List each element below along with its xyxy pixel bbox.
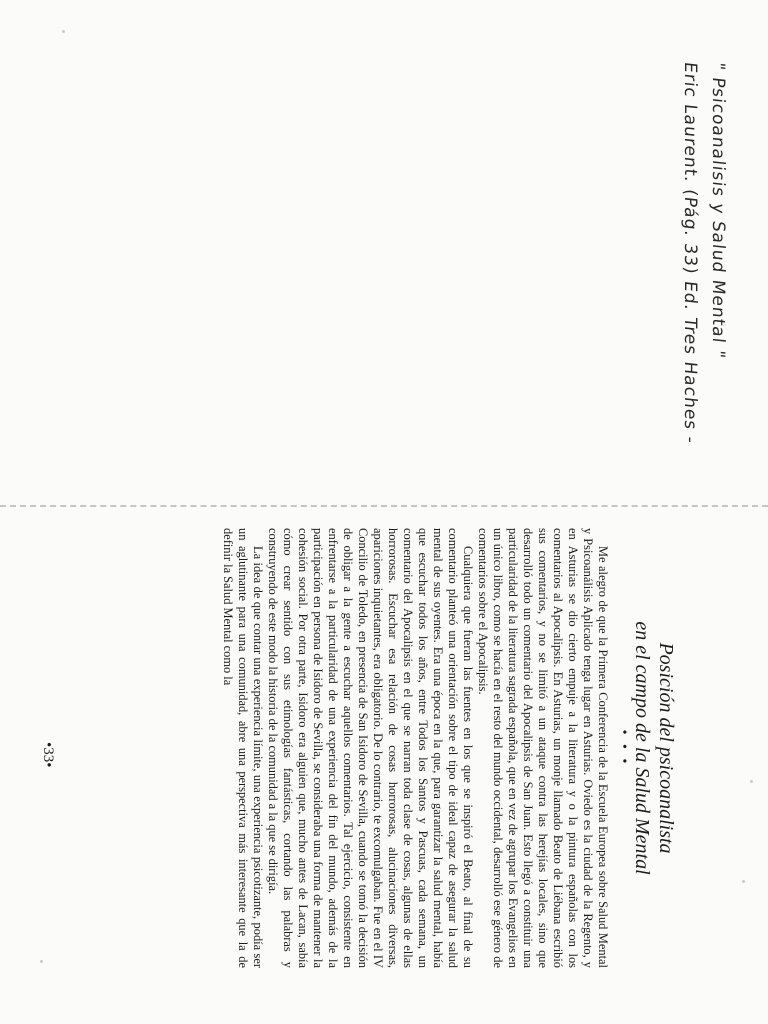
page-number: •33• [40,742,56,768]
article-paragraph-3: La idea de que contar una experiencia límite, una experiencia psicotizante, podía ser un aglutinante para una comunidad, abre una perspectiva más interesante que la de definir la Salud Mental como la [221,528,265,968]
article [220,528,678,968]
handwritten-source: Eric Laurent. (Pág. 33) Ed. Tres Haches - [680,60,700,445]
article-title-line1: Posición del psicoanalista [655,642,677,854]
article-title-line2: en el campo de la Salud Mental [631,621,653,875]
handwritten-title: " Psicoanalisis y Salud Mental " [708,60,728,360]
title-separator: • • • [616,729,631,767]
handwritten-note [680,62,728,482]
article-paragraph-1: Me alegro de que la Primera Conferencia de la Escuela Europea sobre Salud Mental y Psicoanálisis Aplicado tenga lugar en Asturias. Oviedo es la ciudad de la Regento, y en Asturias se dio cierto empuje a la literatura y o la pintura españolas con los comentarios al Apocalipsis. En Asturias, un monje llamado Beato de Liébana escribió sus comentarios, y no se limitó a un ataque contra las herejías locales, sino que desarrolló todo un comentario del Apocalipsis de San Juan. Esto llegó a constituir una particularidad de la literatura sagrada española, que en vez de agrupar los Evangelios en un único libro, como se hacía en el resto del mundo occidental, desarrolló ese género de comentarios sobre el Apocalipsis. [476,528,610,968]
article-paragraph-2: Cualquiera que fueran las fuentes en los que se inspiró el Beato, al final de su comentario planteó una orientación sobre el tipo de ideal capaz de asegurar la salud mental de sus oyentes. Era una época en la que, para garantizar la salud mental, había que escuchar todos los años, entre Todos los Santos y Pascuas, cada semana, un comentario del Apocalipsis en el que se narran toda clase de cosas, algunas de ellas horrorosas. Escuchar esa relación de cosas horrorosas, alucinaciones diversas, apariciones inquietantes, era obligatorio. De lo contrario, te excomulgaban. Fue en el IV Concilio de Toledo, en presencia de San Isidoro de Sevilla, cuando se tomó la decisión de obligar a la gente a escuchar aquellos comentarios. Tal ejercicio, consistente en enfrentarse a la particularidad de una experiencia del fin del mundo, además de la participación en persona de Isidoro de Sevilla, se consideraba una forma de mantener la cohesión social. Por otra parte, Isidoro era alguien que, mucho antes de Lacan, sabía cómo crear sentido con sus etimologías fantásticas, cortando las palabras y construyendo de este modo la historia de la comunidad a la que se dirigía. [266,528,475,968]
